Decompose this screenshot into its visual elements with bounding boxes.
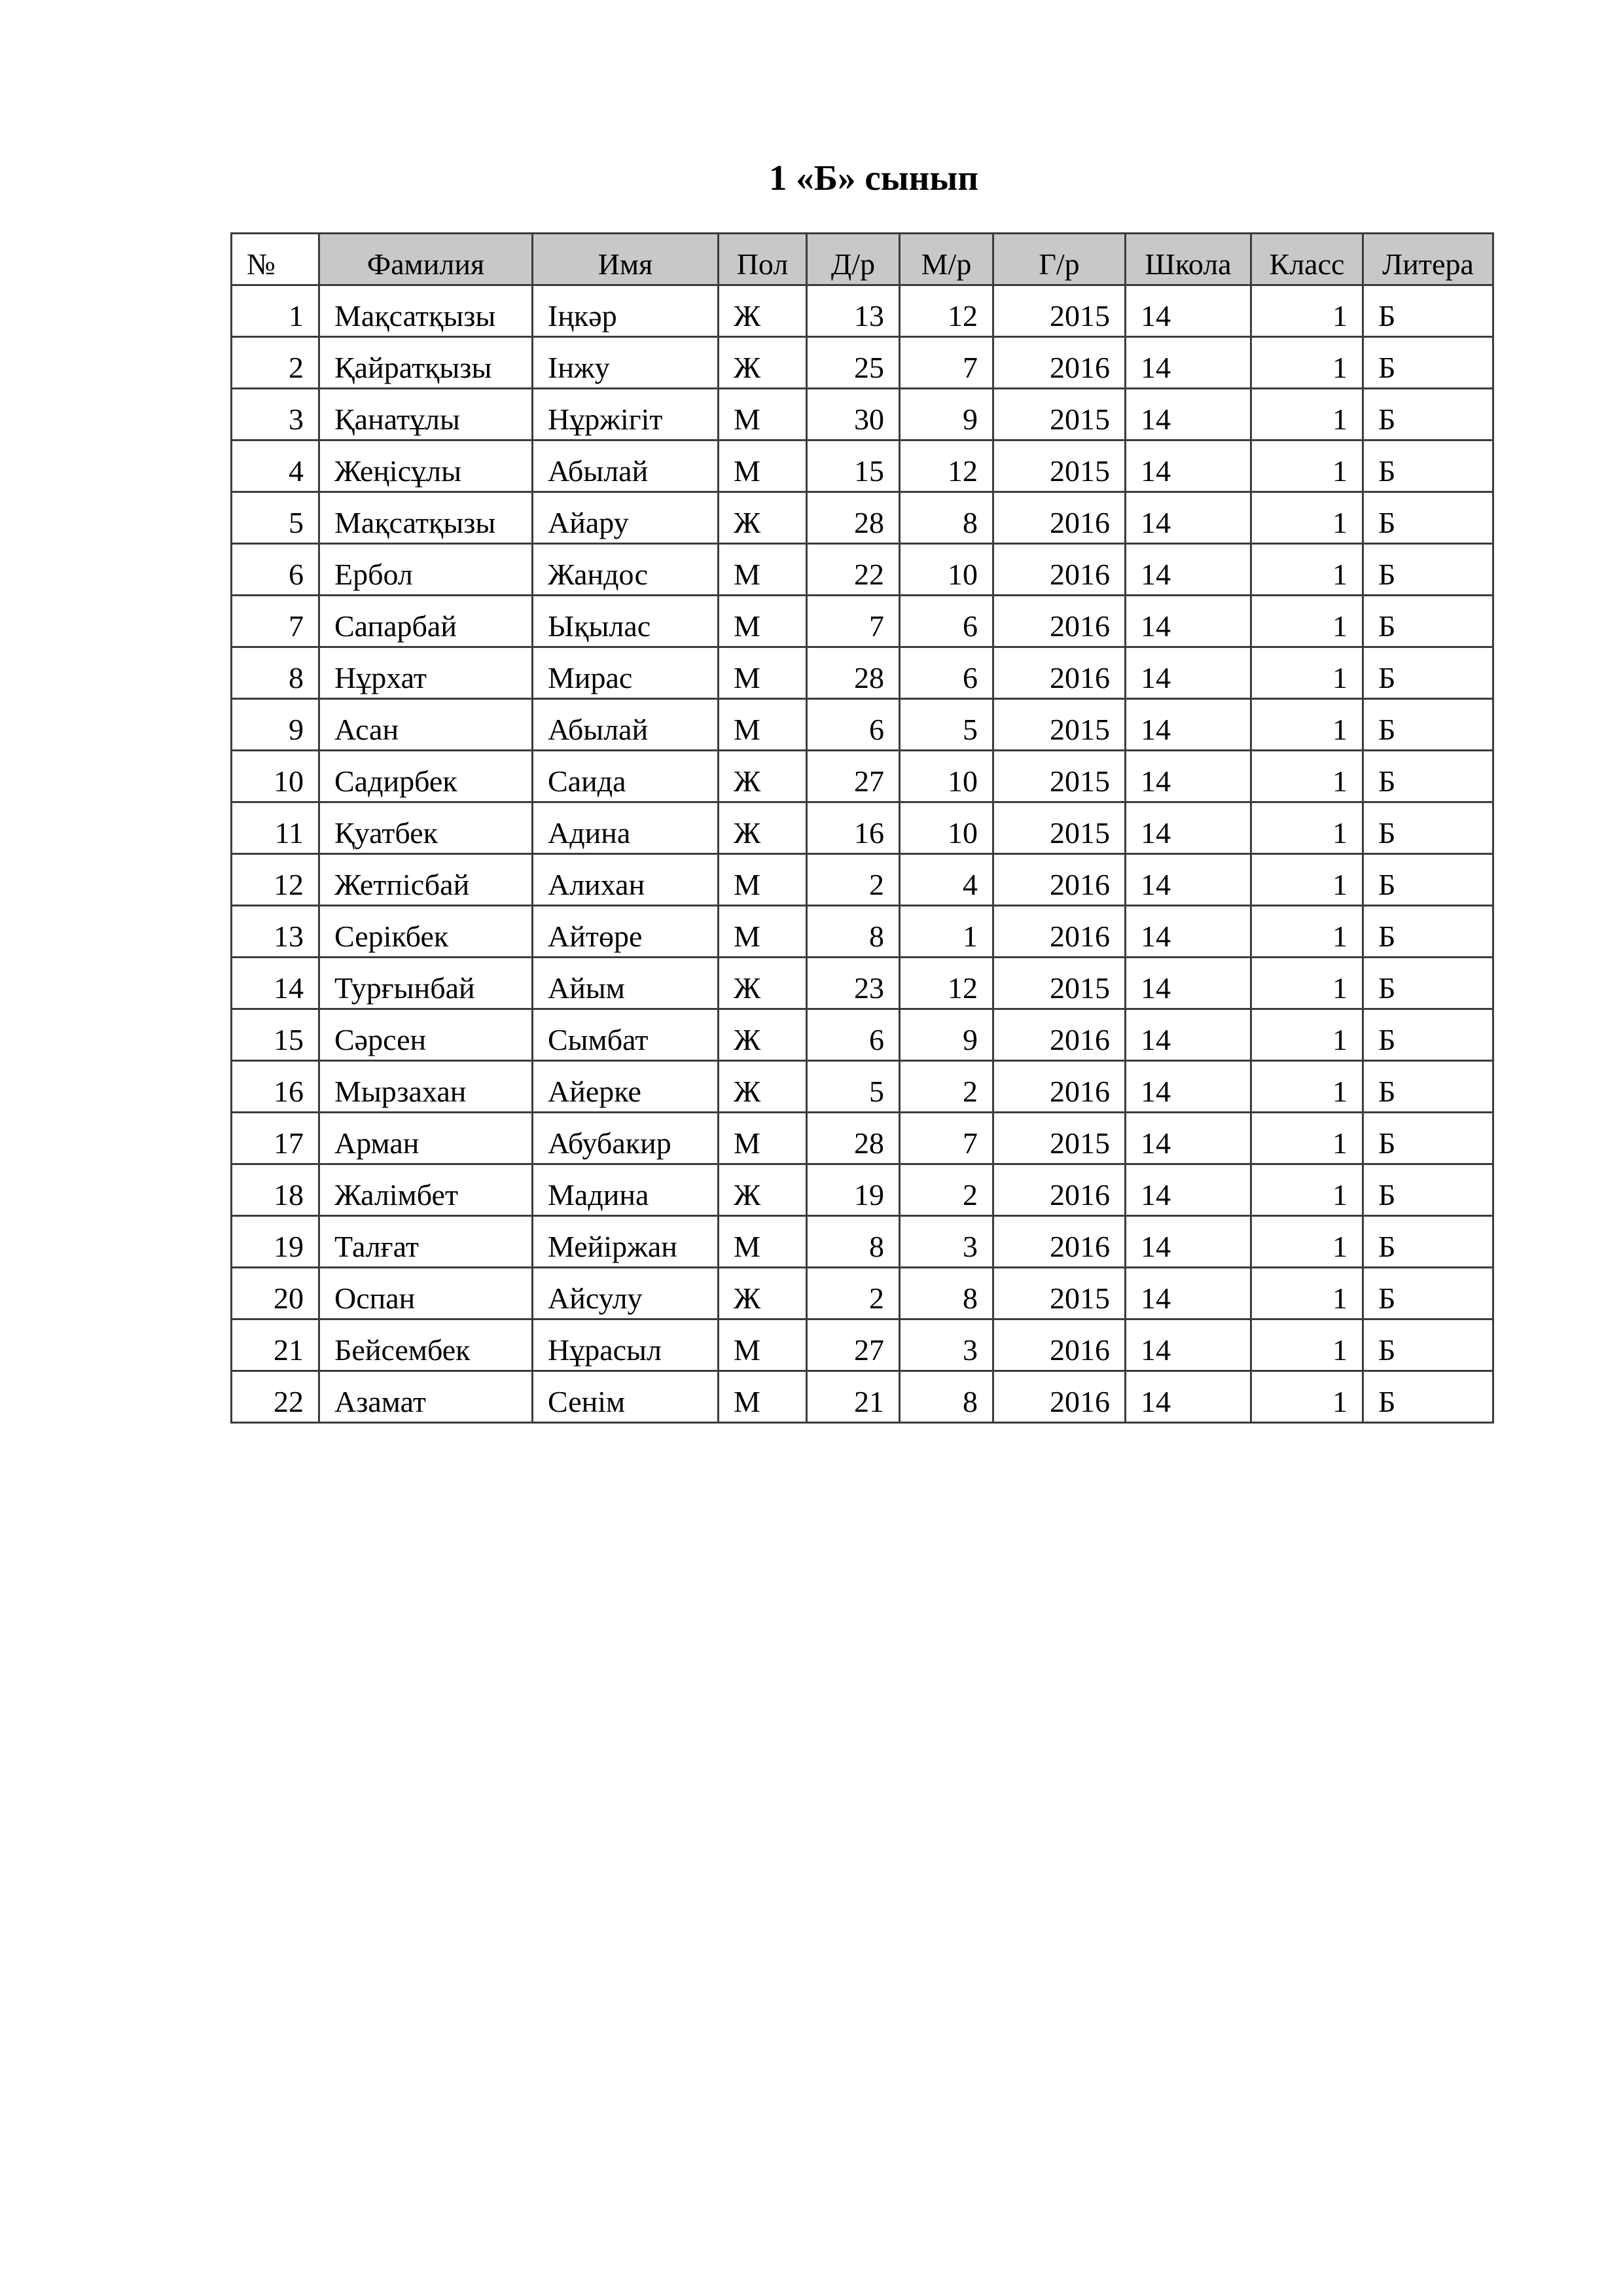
cell-gender: Ж — [719, 1009, 807, 1061]
cell-school: 14 — [1126, 285, 1251, 337]
cell-birth-year: 2016 — [993, 1371, 1126, 1423]
cell-gender: М — [719, 389, 807, 440]
cell-birth-year: 2016 — [993, 544, 1126, 596]
cell-letter: Б — [1363, 337, 1493, 389]
cell-letter: Б — [1363, 699, 1493, 751]
cell-class: 1 — [1251, 596, 1363, 647]
cell-gender: М — [719, 544, 807, 596]
cell-gender: М — [719, 906, 807, 958]
cell-number: 4 — [232, 440, 319, 492]
cell-school: 14 — [1126, 854, 1251, 906]
cell-number: 19 — [232, 1216, 319, 1268]
cell-surname: Арман — [319, 1113, 533, 1164]
cell-school: 14 — [1126, 1009, 1251, 1061]
cell-surname: Асан — [319, 699, 533, 751]
cell-birth-month: 10 — [900, 751, 993, 802]
cell-surname: Нұрхат — [319, 647, 533, 699]
cell-class: 1 — [1251, 1371, 1363, 1423]
cell-surname: Сәрсен — [319, 1009, 533, 1061]
cell-surname: Мырзахан — [319, 1061, 533, 1113]
cell-number: 11 — [232, 802, 319, 854]
cell-number: 22 — [232, 1371, 319, 1423]
table-row — [232, 854, 1493, 906]
cell-gender: М — [719, 699, 807, 751]
cell-gender: М — [719, 854, 807, 906]
table-row — [232, 1113, 1493, 1164]
cell-school: 14 — [1126, 1268, 1251, 1319]
cell-name: Айерке — [533, 1061, 719, 1113]
cell-school: 14 — [1126, 906, 1251, 958]
table-row — [232, 1319, 1493, 1371]
cell-surname: Серікбек — [319, 906, 533, 958]
cell-surname: Талғат — [319, 1216, 533, 1268]
cell-birth-month: 6 — [900, 596, 993, 647]
cell-birth-day: 7 — [807, 596, 900, 647]
cell-birth-day: 27 — [807, 1319, 900, 1371]
cell-class: 1 — [1251, 337, 1363, 389]
cell-birth-month: 4 — [900, 854, 993, 906]
table-row — [232, 492, 1493, 544]
cell-birth-year: 2016 — [993, 1216, 1126, 1268]
cell-gender: Ж — [719, 492, 807, 544]
cell-name: Інжу — [533, 337, 719, 389]
cell-birth-year: 2015 — [993, 440, 1126, 492]
table-row — [232, 1164, 1493, 1216]
cell-school: 14 — [1126, 492, 1251, 544]
table-row — [232, 751, 1493, 802]
cell-number: 6 — [232, 544, 319, 596]
table-row — [232, 285, 1493, 337]
cell-letter: Б — [1363, 440, 1493, 492]
cell-birth-month: 8 — [900, 492, 993, 544]
cell-gender: М — [719, 1113, 807, 1164]
cell-class: 1 — [1251, 1268, 1363, 1319]
cell-birth-year: 2016 — [993, 596, 1126, 647]
column-header-school: Школа — [1126, 234, 1251, 285]
cell-name: Адина — [533, 802, 719, 854]
cell-birth-year: 2016 — [993, 1009, 1126, 1061]
table-header-row — [232, 234, 1493, 285]
cell-birth-day: 15 — [807, 440, 900, 492]
column-header-birth-month: М/р — [900, 234, 993, 285]
cell-birth-year: 2015 — [993, 389, 1126, 440]
cell-birth-month: 6 — [900, 647, 993, 699]
cell-class: 1 — [1251, 1216, 1363, 1268]
cell-birth-month: 1 — [900, 906, 993, 958]
cell-letter: Б — [1363, 906, 1493, 958]
cell-name: Алихан — [533, 854, 719, 906]
cell-surname: Садирбек — [319, 751, 533, 802]
cell-name: Абылай — [533, 440, 719, 492]
cell-number: 16 — [232, 1061, 319, 1113]
cell-school: 14 — [1126, 337, 1251, 389]
table-row — [232, 596, 1493, 647]
cell-gender: Ж — [719, 958, 807, 1009]
cell-gender: М — [719, 1371, 807, 1423]
cell-school: 14 — [1126, 958, 1251, 1009]
cell-birth-year: 2015 — [993, 285, 1126, 337]
cell-name: Сенім — [533, 1371, 719, 1423]
table-row — [232, 1009, 1493, 1061]
cell-birth-day: 19 — [807, 1164, 900, 1216]
cell-birth-day: 21 — [807, 1371, 900, 1423]
cell-birth-month: 12 — [900, 440, 993, 492]
cell-birth-day: 5 — [807, 1061, 900, 1113]
table-row — [232, 802, 1493, 854]
cell-letter: Б — [1363, 1268, 1493, 1319]
cell-school: 14 — [1126, 596, 1251, 647]
column-header-gender: Пол — [719, 234, 807, 285]
cell-birth-day: 6 — [807, 699, 900, 751]
cell-number: 13 — [232, 906, 319, 958]
column-header-number: № — [232, 234, 319, 285]
cell-number: 2 — [232, 337, 319, 389]
table-row — [232, 1061, 1493, 1113]
cell-birth-day: 16 — [807, 802, 900, 854]
cell-birth-month: 12 — [900, 958, 993, 1009]
column-header-class: Класс — [1251, 234, 1363, 285]
cell-birth-day: 2 — [807, 1268, 900, 1319]
cell-birth-year: 2016 — [993, 1164, 1126, 1216]
cell-surname: Мақсатқызы — [319, 492, 533, 544]
cell-letter: Б — [1363, 285, 1493, 337]
cell-school: 14 — [1126, 1216, 1251, 1268]
cell-surname: Қуатбек — [319, 802, 533, 854]
cell-letter: Б — [1363, 647, 1493, 699]
cell-birth-month: 7 — [900, 337, 993, 389]
cell-birth-day: 27 — [807, 751, 900, 802]
cell-birth-month: 9 — [900, 1009, 993, 1061]
cell-class: 1 — [1251, 751, 1363, 802]
cell-birth-year: 2016 — [993, 492, 1126, 544]
cell-birth-year: 2015 — [993, 958, 1126, 1009]
cell-surname: Ербол — [319, 544, 533, 596]
cell-number: 7 — [232, 596, 319, 647]
cell-school: 14 — [1126, 1371, 1251, 1423]
cell-name: Мейіржан — [533, 1216, 719, 1268]
table-row — [232, 1371, 1493, 1423]
cell-school: 14 — [1126, 1113, 1251, 1164]
cell-letter: Б — [1363, 854, 1493, 906]
cell-surname: Қайратқызы — [319, 337, 533, 389]
cell-number: 10 — [232, 751, 319, 802]
cell-birth-year: 2015 — [993, 802, 1126, 854]
cell-surname: Оспан — [319, 1268, 533, 1319]
cell-class: 1 — [1251, 802, 1363, 854]
cell-school: 14 — [1126, 1061, 1251, 1113]
cell-school: 14 — [1126, 1164, 1251, 1216]
cell-class: 1 — [1251, 544, 1363, 596]
cell-letter: Б — [1363, 596, 1493, 647]
cell-gender: М — [719, 647, 807, 699]
cell-birth-day: 8 — [807, 906, 900, 958]
cell-name: Мадина — [533, 1164, 719, 1216]
cell-birth-day: 6 — [807, 1009, 900, 1061]
cell-birth-year: 2015 — [993, 751, 1126, 802]
cell-school: 14 — [1126, 440, 1251, 492]
cell-birth-year: 2016 — [993, 337, 1126, 389]
cell-name: Айару — [533, 492, 719, 544]
cell-class: 1 — [1251, 1319, 1363, 1371]
cell-number: 3 — [232, 389, 319, 440]
cell-number: 17 — [232, 1113, 319, 1164]
cell-name: Абылай — [533, 699, 719, 751]
table-row — [232, 389, 1493, 440]
cell-birth-year: 2016 — [993, 647, 1126, 699]
cell-gender: М — [719, 1216, 807, 1268]
cell-name: Айсулу — [533, 1268, 719, 1319]
column-header-letter: Литера — [1363, 234, 1493, 285]
cell-surname: Жетпісбай — [319, 854, 533, 906]
cell-birth-day: 30 — [807, 389, 900, 440]
cell-birth-month: 10 — [900, 544, 993, 596]
cell-class: 1 — [1251, 854, 1363, 906]
table-row — [232, 958, 1493, 1009]
cell-school: 14 — [1126, 751, 1251, 802]
cell-name: Айтөре — [533, 906, 719, 958]
cell-birth-year: 2015 — [993, 1113, 1126, 1164]
cell-class: 1 — [1251, 906, 1363, 958]
cell-name: Сымбат — [533, 1009, 719, 1061]
cell-class: 1 — [1251, 699, 1363, 751]
cell-number: 9 — [232, 699, 319, 751]
cell-birth-day: 2 — [807, 854, 900, 906]
cell-surname: Қанатұлы — [319, 389, 533, 440]
table-row — [232, 440, 1493, 492]
cell-birth-day: 28 — [807, 1113, 900, 1164]
cell-number: 14 — [232, 958, 319, 1009]
cell-birth-year: 2015 — [993, 699, 1126, 751]
cell-name: Мирас — [533, 647, 719, 699]
cell-surname: Сапарбай — [319, 596, 533, 647]
cell-letter: Б — [1363, 1061, 1493, 1113]
cell-letter: Б — [1363, 1319, 1493, 1371]
cell-class: 1 — [1251, 1113, 1363, 1164]
cell-birth-day: 23 — [807, 958, 900, 1009]
table-row — [232, 544, 1493, 596]
cell-gender: Ж — [719, 751, 807, 802]
cell-name: Нұрасыл — [533, 1319, 719, 1371]
cell-number: 20 — [232, 1268, 319, 1319]
cell-birth-month: 8 — [900, 1268, 993, 1319]
cell-letter: Б — [1363, 492, 1493, 544]
cell-gender: Ж — [719, 1061, 807, 1113]
cell-class: 1 — [1251, 389, 1363, 440]
cell-birth-month: 9 — [900, 389, 993, 440]
cell-name: Нұржігіт — [533, 389, 719, 440]
cell-surname: Мақсатқызы — [319, 285, 533, 337]
cell-class: 1 — [1251, 647, 1363, 699]
cell-number: 12 — [232, 854, 319, 906]
table-row — [232, 337, 1493, 389]
cell-birth-year: 2016 — [993, 1061, 1126, 1113]
cell-number: 21 — [232, 1319, 319, 1371]
cell-letter: Б — [1363, 958, 1493, 1009]
cell-class: 1 — [1251, 1164, 1363, 1216]
cell-birth-year: 2016 — [993, 906, 1126, 958]
cell-birth-day: 28 — [807, 492, 900, 544]
cell-school: 14 — [1126, 1319, 1251, 1371]
column-header-birth-day: Д/р — [807, 234, 900, 285]
cell-gender: М — [719, 440, 807, 492]
cell-letter: Б — [1363, 1371, 1493, 1423]
table-row — [232, 1268, 1493, 1319]
cell-letter: Б — [1363, 1164, 1493, 1216]
cell-letter: Б — [1363, 1216, 1493, 1268]
cell-class: 1 — [1251, 958, 1363, 1009]
cell-number: 8 — [232, 647, 319, 699]
column-header-surname: Фамилия — [319, 234, 533, 285]
cell-birth-year: 2016 — [993, 854, 1126, 906]
cell-letter: Б — [1363, 389, 1493, 440]
cell-birth-month: 7 — [900, 1113, 993, 1164]
cell-surname: Жалімбет — [319, 1164, 533, 1216]
column-header-name: Имя — [533, 234, 719, 285]
cell-number: 15 — [232, 1009, 319, 1061]
cell-surname: Турғынбай — [319, 958, 533, 1009]
cell-birth-day: 25 — [807, 337, 900, 389]
cell-birth-day: 13 — [807, 285, 900, 337]
cell-gender: Ж — [719, 1164, 807, 1216]
cell-name: Жандос — [533, 544, 719, 596]
student-table — [230, 232, 1494, 1424]
page-title: 1 «Б» сынып — [768, 158, 979, 198]
table-body — [232, 285, 1493, 1423]
cell-gender: Ж — [719, 1268, 807, 1319]
cell-birth-month: 2 — [900, 1061, 993, 1113]
cell-gender: Ж — [719, 802, 807, 854]
cell-gender: М — [719, 596, 807, 647]
cell-surname: Азамат — [319, 1371, 533, 1423]
cell-school: 14 — [1126, 647, 1251, 699]
table-row — [232, 906, 1493, 958]
cell-class: 1 — [1251, 1061, 1363, 1113]
cell-gender: М — [719, 1319, 807, 1371]
cell-name: Абубакир — [533, 1113, 719, 1164]
cell-birth-month: 12 — [900, 285, 993, 337]
cell-gender: Ж — [719, 285, 807, 337]
cell-birth-month: 10 — [900, 802, 993, 854]
cell-class: 1 — [1251, 285, 1363, 337]
cell-letter: Б — [1363, 751, 1493, 802]
cell-birth-month: 3 — [900, 1216, 993, 1268]
cell-birth-month: 3 — [900, 1319, 993, 1371]
cell-birth-day: 8 — [807, 1216, 900, 1268]
cell-gender: Ж — [719, 337, 807, 389]
cell-birth-month: 5 — [900, 699, 993, 751]
cell-birth-day: 28 — [807, 647, 900, 699]
cell-name: Іңкәр — [533, 285, 719, 337]
cell-number: 5 — [232, 492, 319, 544]
cell-birth-month: 8 — [900, 1371, 993, 1423]
cell-number: 18 — [232, 1164, 319, 1216]
table-row — [232, 1216, 1493, 1268]
cell-surname: Бейсембек — [319, 1319, 533, 1371]
cell-letter: Б — [1363, 802, 1493, 854]
cell-number: 1 — [232, 285, 319, 337]
cell-letter: Б — [1363, 544, 1493, 596]
cell-letter: Б — [1363, 1113, 1493, 1164]
table-row — [232, 647, 1493, 699]
table-row — [232, 699, 1493, 751]
cell-school: 14 — [1126, 544, 1251, 596]
cell-name: Саида — [533, 751, 719, 802]
cell-birth-day: 22 — [807, 544, 900, 596]
cell-letter: Б — [1363, 1009, 1493, 1061]
cell-name: Айым — [533, 958, 719, 1009]
cell-school: 14 — [1126, 699, 1251, 751]
cell-class: 1 — [1251, 440, 1363, 492]
cell-class: 1 — [1251, 1009, 1363, 1061]
cell-school: 14 — [1126, 802, 1251, 854]
cell-birth-year: 2016 — [993, 1319, 1126, 1371]
cell-surname: Жеңісұлы — [319, 440, 533, 492]
column-header-birth-year: Г/р — [993, 234, 1126, 285]
cell-class: 1 — [1251, 492, 1363, 544]
cell-school: 14 — [1126, 389, 1251, 440]
cell-birth-month: 2 — [900, 1164, 993, 1216]
cell-name: Ықылас — [533, 596, 719, 647]
cell-birth-year: 2015 — [993, 1268, 1126, 1319]
